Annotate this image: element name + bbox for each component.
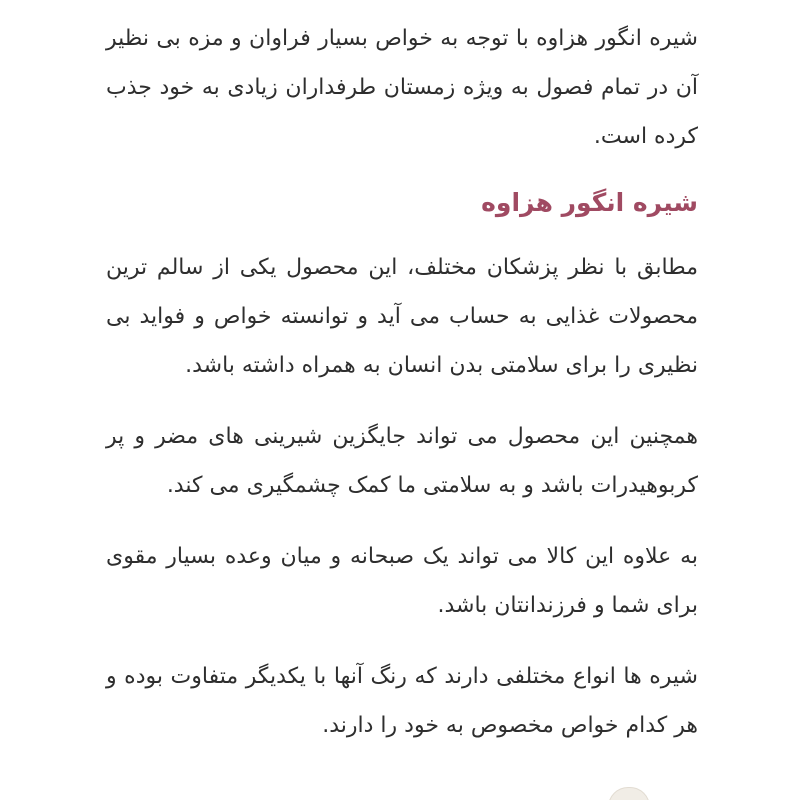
intro-paragraph: شیره انگور هزاوه با توجه به خواص بسیار فراوان و مزه بی نظیر آن در تمام فصول به ویژه زمستان طرفداران زیادی به خود جذب کرده است. <box>106 26 698 149</box>
body-paragraph-2: همچنین این محصول می تواند جایگزین شیرینی های مضر و پر کربوهیدرات باشد و به سلامتی ما کمک چشمگیری می کند. <box>106 424 698 498</box>
article-body <box>106 14 698 772</box>
floating-widget-edge[interactable] <box>608 787 650 800</box>
body-paragraph-1: مطابق با نظر پزشکان مختلف، این محصول یکی از سالم ترین محصولات غذایی به حساب می آید و توانسته خواص و فواید بی نظیری را برای سلامتی بدن انسان به همراه داشته باشد. <box>106 255 698 378</box>
section-heading: شیره انگور هزاوه <box>481 188 698 217</box>
body-paragraph-3: به علاوه این کالا می تواند یک صبحانه و میان وعده بسیار مقوی برای شما و فرزندانتان باشد. <box>106 544 698 618</box>
body-paragraph-4: شیره ها انواع مختلفی دارند که رنگ آنها با یکدیگر متفاوت بوده و هر کدام خواص مخصوص به خود را دارند. <box>106 664 698 738</box>
